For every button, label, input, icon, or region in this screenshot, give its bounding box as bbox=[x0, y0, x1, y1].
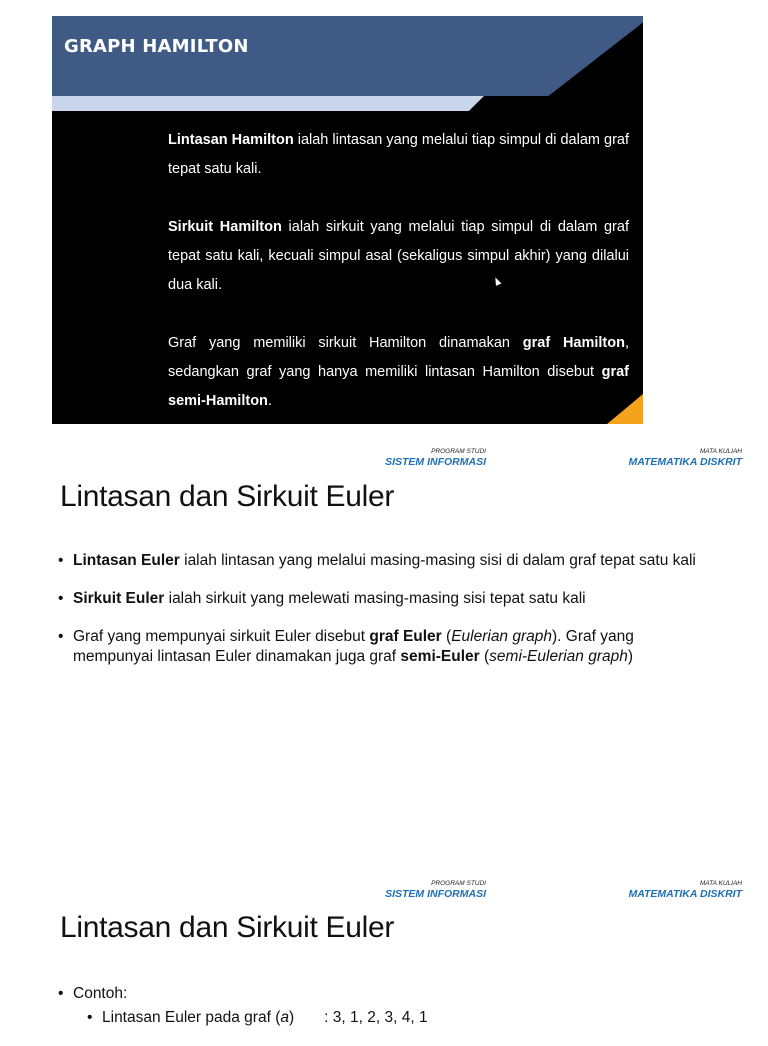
paragraph-lintasan-hamilton: Lintasan Hamilton ialah lintasan yang melalui tiap simpul di dalam graf tepat satu kali. bbox=[168, 132, 629, 177]
slide-body bbox=[168, 126, 629, 424]
list-item: • Contoh: • Lintasan Euler pada graf (a) : 3, 1, 2, 3, 4, 1 bbox=[58, 984, 708, 1028]
paragraph-graf-hamilton: Graf yang memiliki sirkuit Hamilton dinamakan graf Hamilton, sedangkan graf yang hanya memiliki lintasan Hamilton disebut graf semi-Hamilton. bbox=[168, 335, 630, 409]
example-sublist bbox=[73, 1008, 708, 1028]
course-info: MATA KULIAH MATEMATIKA DISKRIT bbox=[628, 880, 742, 900]
program-info: PROGRAM STUDI SISTEM INFORMASI bbox=[385, 448, 486, 468]
list-item: • Graf yang mempunyai sirkuit Euler disebut graf Euler (Eulerian graph). Graf yang mempunyai lintasan Euler dinamakan juga graf semi-Euler (semi-Eulerian graph) bbox=[58, 627, 708, 667]
slide-title: Lintasan dan Sirkuit Euler bbox=[60, 480, 395, 513]
header-stripe bbox=[52, 96, 484, 111]
euler-definitions bbox=[58, 551, 708, 685]
course-info: MATA KULIAH MATEMATIKA DISKRIT bbox=[628, 448, 742, 468]
program-info: PROGRAM STUDI SISTEM INFORMASI bbox=[385, 880, 486, 900]
list-item: • Sirkuit Euler ialah sirkuit yang melewati masing-masing sisi tepat satu kali bbox=[58, 589, 708, 609]
hamilton-slide bbox=[52, 16, 643, 424]
list-item: • Lintasan Euler ialah lintasan yang melalui masing-masing sisi di dalam graf tepat satu kali bbox=[58, 551, 708, 571]
list-item: • Lintasan Euler pada graf (a) : 3, 1, 2, 3, 4, 1 bbox=[87, 1008, 708, 1028]
euler-example bbox=[58, 984, 708, 1046]
slide-title: GRAPH HAMILTON bbox=[64, 36, 249, 57]
slide-title: Lintasan dan Sirkuit Euler bbox=[60, 911, 395, 944]
paragraph-sirkuit-hamilton: Sirkuit Hamilton ialah sirkuit yang melalui tiap simpul di dalam graf tepat satu kali, kecuali simpul asal (sekaligus simpul akhir) yang dilalui dua kali. bbox=[168, 219, 629, 293]
